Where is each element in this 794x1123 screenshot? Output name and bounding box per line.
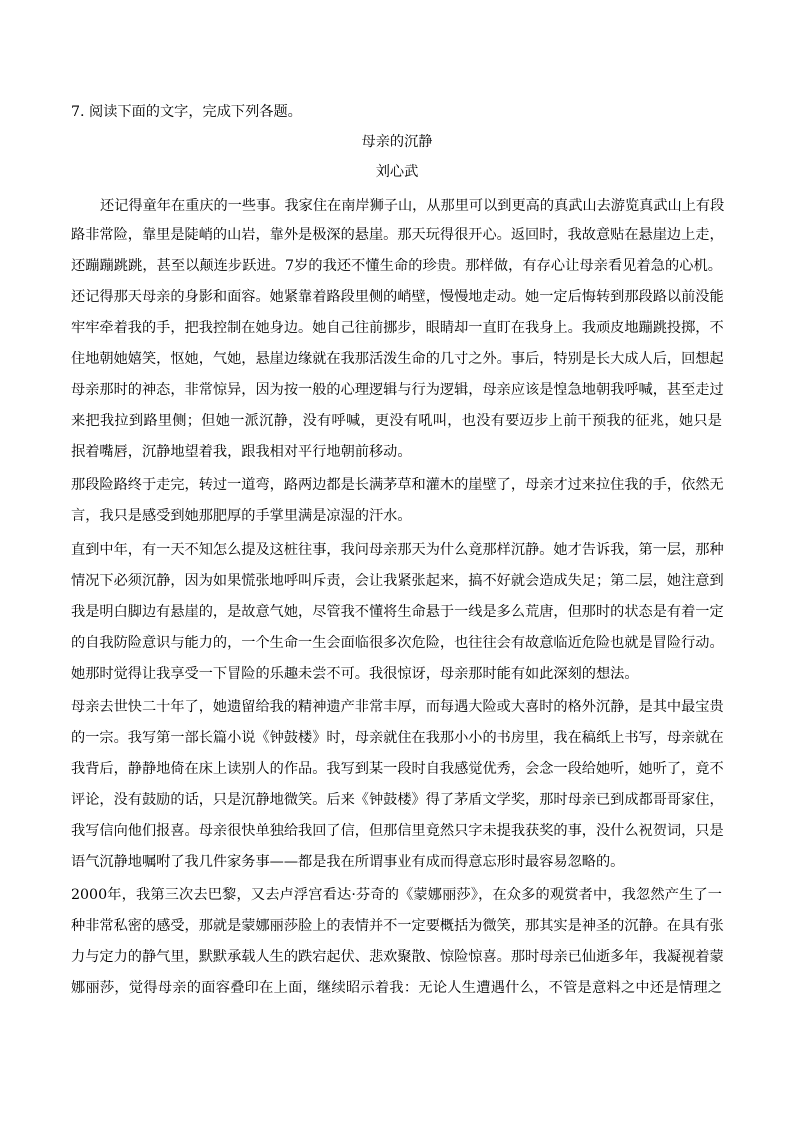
text-line: 我是明白脚边有悬崖的，是故意气她，尽管我不懂将生命悬于一线是多么荒唐，但那时的状态是有着一定 <box>71 604 724 620</box>
text-line: 来把我拉到路里侧；但她一派沉静，没有呼喊，更没有吼叫，也没有要迈步上前干预我的征兆，她只是 <box>71 413 722 429</box>
text-line: 2000年，我第三次去巴黎，又去卢浮宫看达·芬奇的《蒙娜丽莎》，在众多的观赏者中，我忽然产生了一 <box>71 887 722 903</box>
text-line: 的一宗。我写第一部长篇小说《钟鼓楼》时，母亲就住在我那小小的书房里，我在稿纸上书写，母亲就在 <box>71 730 724 746</box>
text-line: 评论，没有鼓励的话，只是沉静地微笑。后来《钟鼓楼》得了茅盾文学奖，那时母亲已到成都哥哥家住， <box>71 792 724 808</box>
article-author: 刘心武 <box>375 164 419 180</box>
text-line: 路非常险，靠里是陡峭的山岩，靠外是极深的悬崖。那天玩得很开心。返回时，我故意贴在悬崖边上走， <box>71 227 724 243</box>
text-line: 情况下必须沉静，因为如果慌张地呼叫斥责，会让我紧张起来，搞不好就会造成失足；第二层，她注意到 <box>71 573 724 589</box>
text-line: 言，我只是感受到她那肥厚的手掌里满是凉湿的汗水。 <box>71 508 412 524</box>
text-line: 母亲那时的神态，非常惊异，因为按一般的心理逻辑与行为逻辑，母亲应该是惶急地朝我呼喊，甚至走过 <box>71 382 724 398</box>
text-line: 娜丽莎，觉得母亲的面容叠印在上面，继续昭示着我：无论人生遭遇什么，不管是意料之中还是情理之 <box>71 980 722 996</box>
text-line: 我背后，静静地倚在床上读别人的作品。我写到某一段时自我感觉优秀，会念一段给她听，她听了，竟不 <box>71 761 724 777</box>
text-line: 她那时觉得让我享受一下冒险的乐趣未尝不可。我很惊讶，母亲那时能有如此深刻的想法。 <box>71 666 639 682</box>
text-line: 抿着嘴唇，沉静地望着我，跟我相对平行地朝前移动。 <box>71 444 412 460</box>
text-line: 那段险路终于走完，转过一道弯，路两边都是长满茅草和灌木的崖壁了，母亲才过来拉住我的手，依然无 <box>71 477 724 493</box>
question-heading: 7. 阅读下面的文字，完成下列各题。 <box>71 104 302 120</box>
text-line: 住地朝她嬉笑，怄她，气她，悬崖边缘就在我那活泼生命的几寸之外。事后，特别是长大成人后，回想起 <box>71 351 724 367</box>
text-line: 力与定力的静气里，默默承载人生的跌宕起伏、悲欢聚散、惊险惊喜。那时母亲已仙逝多年，我凝视着蒙 <box>71 949 724 965</box>
text-line: 母亲去世快二十年了，她遗留给我的精神遗产非常丰厚，而每遇大险或大喜时的格外沉静，是其中最宝贵 <box>71 699 724 715</box>
text-line: 牢牢牵着我的手，把我控制在她身边。她自己往前挪步，眼睛却一直盯在我身上。我顽皮地蹦跳投掷，不 <box>71 320 724 336</box>
text-line: 语气沉静地嘱咐了我几件家务事——都是我在所谓事业有成而得意忘形时最容易忽略的。 <box>71 854 625 870</box>
text-line: 还蹦蹦跳跳，甚至以颠连步跃进。7岁的我还不懂生命的珍贵。那样做，有存心让母亲看见着急的心机。 <box>71 258 722 274</box>
text-line: 还记得童年在重庆的一些事。我家住在南岸狮子山，从那里可以到更高的真武山去游览真武山上有段 <box>100 198 725 214</box>
article-title: 母亲的沉静 <box>361 134 433 150</box>
text-line: 种非常私密的感受，那就是蒙娜丽莎脸上的表情并不一定要概括为微笑，那其实是神圣的沉静。在具有张 <box>71 918 724 934</box>
text-line: 我写信向他们报喜。母亲很快单独给我回了信，但那信里竟然只字未提我获奖的事，没什么祝贺词，只是 <box>71 823 724 839</box>
text-line: 的自我防险意识与能力的，一个生命一生会面临很多次危险，也往往会有故意临近危险也就是冒险行动。 <box>71 635 724 651</box>
text-line: 直到中年，有一天不知怎么提及这桩往事，我问母亲那天为什么竟那样沉静。她才告诉我，第一层，那种 <box>71 542 724 558</box>
text-line: 还记得那天母亲的身影和面容。她紧靠着路段里侧的峭壁，慢慢地走动。她一定后悔转到那段路以前没能 <box>71 289 724 305</box>
